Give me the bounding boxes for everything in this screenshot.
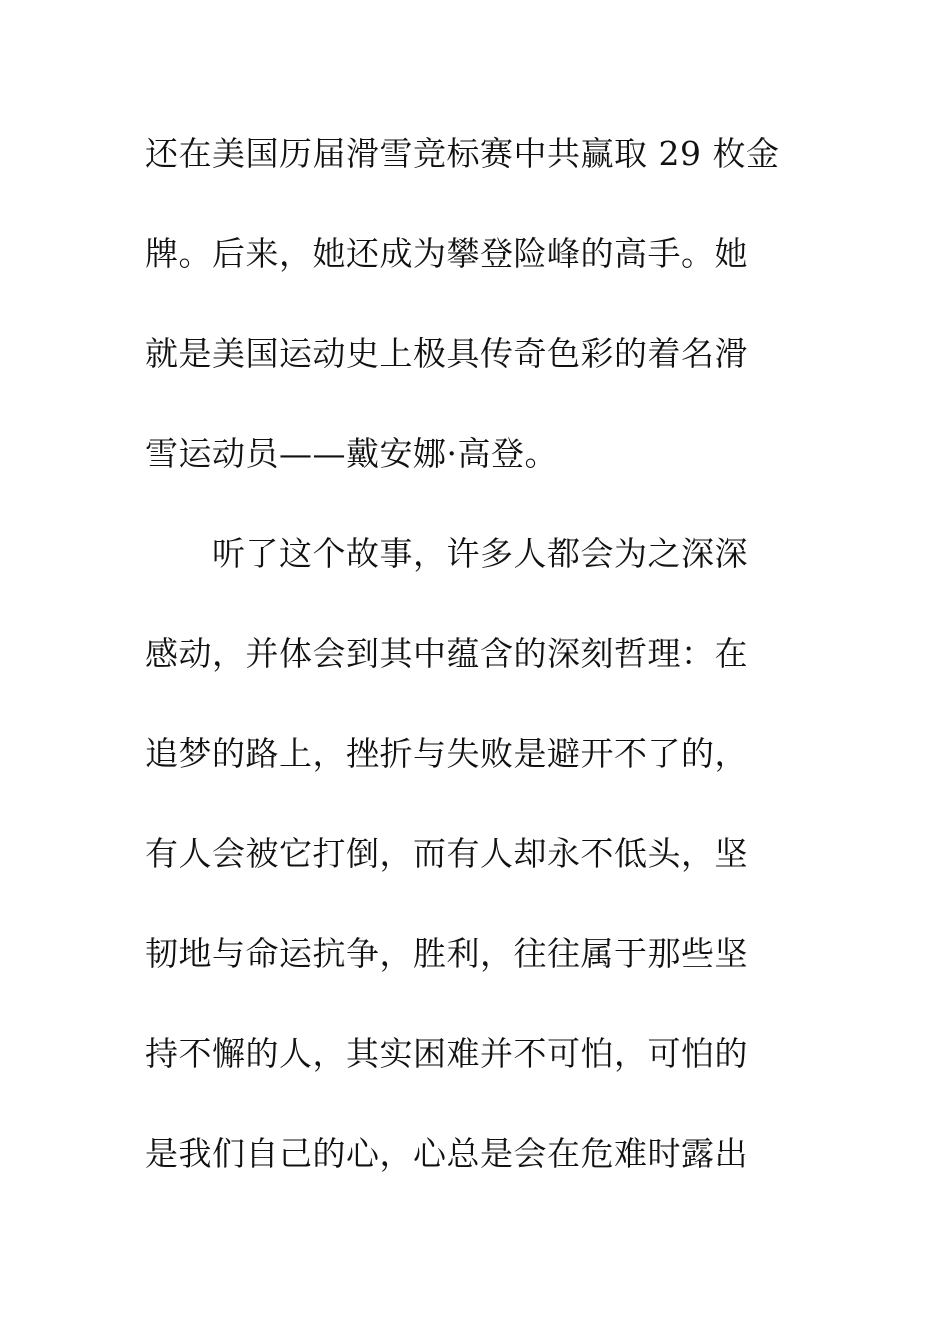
text-line: 感动，并体会到其中蕴含的深刻哲理：在	[145, 634, 748, 673]
body-text	[145, 118, 805, 1218]
text-line: 就是美国运动史上极具传奇色彩的着名滑	[145, 334, 748, 373]
text-line: 持不懈的人，其实困难并不可怕，可怕的	[145, 1034, 748, 1073]
text-line: 追梦的路上，挫折与失败是避开不了的，	[145, 734, 748, 773]
text-line: 还在美国历届滑雪竞标赛中共赢取 29 枚金	[145, 134, 780, 173]
text-line: 是我们自己的心，心总是会在危难时露出	[145, 1134, 748, 1173]
text-line: 有人会被它打倒，而有人却永不低头，坚	[145, 834, 748, 873]
text-line: 雪运动员——戴安娜·高登。	[145, 434, 558, 473]
text-line: 牌。后来，她还成为攀登险峰的高手。她	[145, 234, 748, 273]
paragraph-start-line: 听了这个故事，许多人都会为之深深	[145, 534, 748, 573]
text-line: 韧地与命运抗争，胜利，往往属于那些坚	[145, 934, 748, 973]
